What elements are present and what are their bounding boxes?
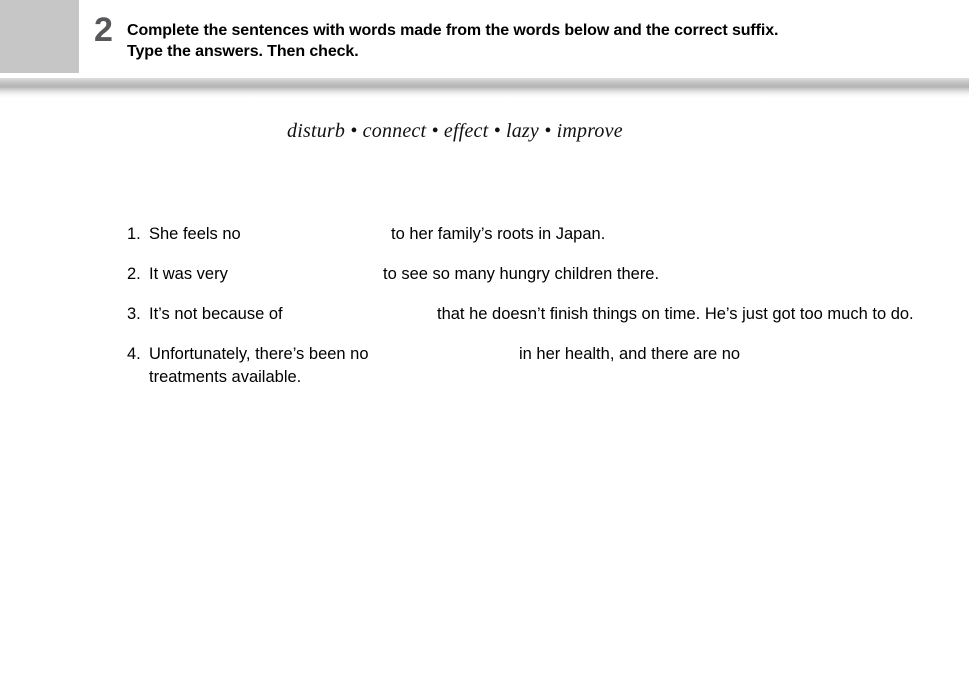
- answer-input-4a[interactable]: [378, 343, 516, 365]
- sentence-text-before: It was very: [149, 265, 228, 283]
- sentence-number: 2.: [127, 265, 141, 283]
- instruction-line-1: Complete the sentences with words made from the words below and the correct suffix.: [127, 22, 779, 39]
- exercise-number: 2: [94, 11, 113, 49]
- word-bank: disturb • connect • effect • lazy • improve: [287, 120, 623, 142]
- sentence-text-after: that he doesn’t finish things on time. He’s just got too much to do.: [437, 305, 914, 323]
- sentence-text-middle: in her health, and there are no: [519, 345, 741, 363]
- sentence-text-before: Unfortunately, there’s been no: [149, 345, 369, 363]
- sentence-text-after: to see so many hungry children there.: [383, 265, 660, 283]
- instruction-line-2: Type the answers. Then check.: [127, 43, 359, 60]
- sentence-number: 3.: [127, 305, 141, 323]
- sentence-text-after: treatments available.: [149, 368, 302, 386]
- sentence-text-after: to her family’s roots in Japan.: [391, 225, 606, 243]
- answer-input-2[interactable]: [232, 263, 380, 285]
- answer-input-1[interactable]: [240, 223, 388, 245]
- sentence-text-before: She feels no: [149, 225, 241, 243]
- sentence-text-before: It’s not because of: [149, 305, 283, 323]
- answer-input-4b[interactable]: [752, 343, 902, 365]
- sentence-number: 1.: [127, 225, 141, 243]
- sentence-number: 4.: [127, 345, 141, 363]
- answer-input-3[interactable]: [288, 303, 434, 325]
